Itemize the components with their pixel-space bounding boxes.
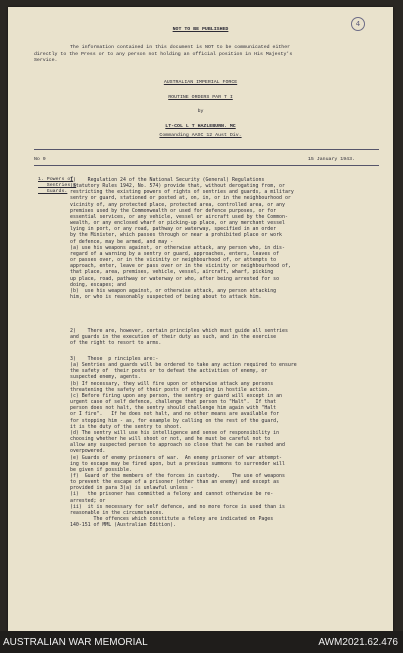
footer-bar	[0, 631, 403, 653]
notice-line-3: Service.	[34, 58, 58, 63]
paragraph-3: 3) These p rinciples are:- (a) Sentries and guards will be ordered to take any action required to ensure the safety of their posts or to defeat the activities of enemy, or suspected enemy, agents. (b) If necessary, they will fire upon or otherwise attack any persons threatening the safety of their posts of engaging in hostile action. (c) Before firing upon any person, the sentry or guard will except in an urgent case of self defence, challenge that person to "Halt". If that person does not halt, the sentry should challenge him again with "Halt or I fire". If he does not halt, and no other means are available for for stopping him - as, for example by calling on the rest of the guard, it is the duty of the sentry to shoot. (d) The sentry will use his intelligence and sense of responsibility in choosing whether he will shoot or not, and he must be careful not to allow any suspected person to approach so close that he can be rushed and overpowered. (e) Guards of enemy prisoners of war. An enemy prisoner of war attempt- ing to escape may be fired upon, but a previous summons to surrender will be given if possible. (f) Guard of the members of the forces in custody. The use of weapons to prevent the escape of a prisoner (other than an enemy) and except as provided in para 3(a) is unlawful unless - (i) the prisoner has committed a felony and cannot otherwise be re- arrested; or (ii) it is necessary for self defence, and no more force is used than is reasonable in the circumstances. The offences which constitute a felony are indicated on Pages 140-151 of MML (Australian Edition).	[70, 356, 297, 529]
not-to-be-published: NOT TO BE PUBLISHED	[172, 27, 229, 32]
paragraph-1: 1) Regulation 24 of the National Security (General) Regulations (Statutory Rules 1942, No. 574) provide that, without derogating from, or restricting the existing powers of rights of sentries and guards, a military sentry or guard, stationed or posted at, on, in, or in the neighbourhood or vicinity of, any protected place, protected area, controlled area, or any premises used by the Commonwealth or used for defence purposes, or for essential services, or any vehicle, vessel or aircraft used by the Common- wealth, or any enclosed wharf or picking-up place, or any merchant vessel lying in port, or any road, pathway or waterway, specified in an order by the Minister, which passes through or near a prohibited place or work of defence, may be armed, and may - (a) use his weapons against, or otherwise attack, any person who, in dis- regard of a warning by a sentry or guard, approaches, enters, leaves of or passes over, or in the vicinity or neighbourhood of, or attempts to approach, enter, leave or pass over or in the vicinity or neighbourhood of, that place, area, premises, vehicle, vessel, aircraft, wharf, picking up place, road, pathway or waterway or who, after being arrested for so doing, escapes; and (b) use his weapon against, or otherwise attack, any person attacking him, or who is reasonably suspected of being about to attack him.	[70, 177, 294, 300]
force-title: AUSTRALIAN IMPERIAL FORCE	[163, 80, 238, 85]
page-number-mark: 4	[351, 17, 365, 31]
top-divider	[34, 149, 379, 150]
notice-line-2: directly to the Press or to any person not holding an official position in His Majesty's	[34, 51, 293, 57]
notice-line-1: The information contained in this document is NOT to be communicated either	[70, 45, 291, 50]
orders-title: ROUTINE ORDERS PAR T I	[168, 95, 233, 100]
footer-accession: AWM2021.62.476	[318, 637, 398, 648]
by-line: by	[197, 109, 204, 114]
section-label: 1. Powers of Sentries & Guards.	[38, 177, 77, 195]
document-page	[8, 7, 393, 631]
bottom-divider	[34, 165, 379, 166]
command-line: Commanding AASC 12 Aust Div.	[159, 133, 242, 138]
officer-name: LT-COL L T HAZLEBURN. MC	[165, 124, 236, 129]
order-date: 15 January 1943.	[308, 157, 355, 162]
paragraph-2: 2) There are, however, certain principles which must guide all sentries and guards in the execution of their duty as such, and in the exercise of the right to resort to arms.	[70, 328, 288, 347]
footer-source: AUSTRALIAN WAR MEMORIAL	[3, 637, 148, 648]
order-number: No 9	[34, 157, 46, 162]
